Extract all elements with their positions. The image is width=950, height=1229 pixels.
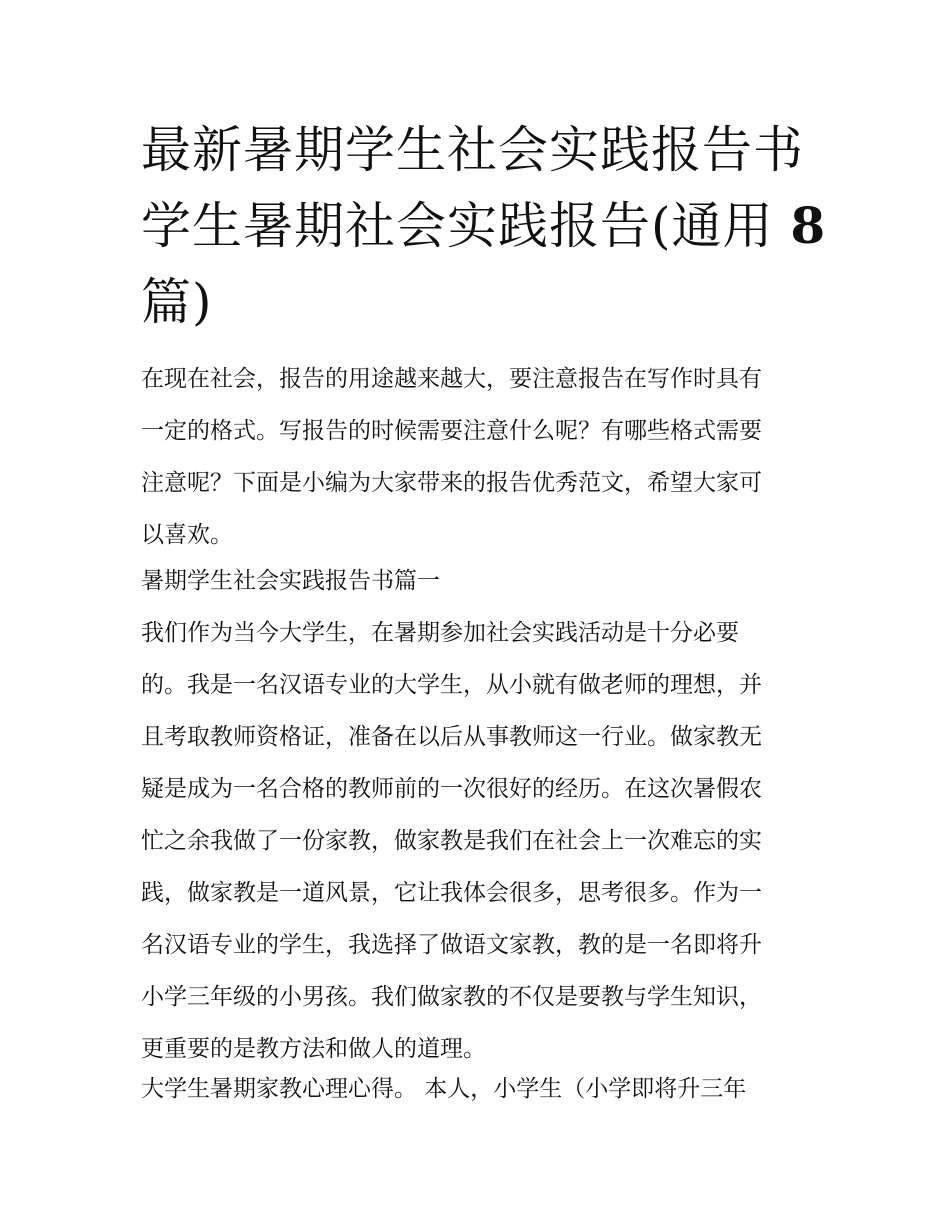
intro-paragraph bbox=[141, 353, 816, 561]
section-heading-text: 暑期学生社会实践报告书篇一 bbox=[141, 568, 440, 594]
paragraph-line: 名汉语专业的学生，我选择了做语文家教，教的是一名即将升 bbox=[141, 932, 762, 958]
title-line bbox=[141, 188, 827, 264]
paragraph-line: 小学三年级的小男孩。我们做家教的不仅是要教与学生知识， bbox=[141, 984, 762, 1010]
document-title bbox=[141, 112, 827, 340]
body-paragraph bbox=[141, 607, 816, 1075]
title-line-text: 学生暑期社会实践报告(通用 bbox=[141, 197, 774, 255]
paragraph-line: 忙之余我做了一份家教，做家教是我们在社会上一次难忘的实 bbox=[141, 828, 762, 854]
paragraph-line: 践，做家教是一道风景，它让我体会很多，思考很多。作为一 bbox=[141, 880, 762, 906]
title-line: 最新暑期学生社会实践报告书 bbox=[141, 121, 804, 179]
paragraph-line: 更重要的是教方法和做人的道理。 bbox=[141, 1036, 486, 1062]
paragraph-line: 疑是成为一名合格的教师前的一次很好的经历。在这次暑假农 bbox=[141, 776, 762, 802]
paragraph-line: 我们作为当今大学生，在暑期参加社会实践活动是十分必要 bbox=[141, 620, 739, 646]
paragraph-line: 大学生暑期家教心理心得。 本人，小学生（小学即将升三年 bbox=[141, 1076, 747, 1102]
paragraph-line: 的。我是一名汉语专业的大学生，从小就有做老师的理想，并 bbox=[141, 672, 762, 698]
intro-line: 在现在社会，报告的用途越来越大，要注意报告在写作时具有 bbox=[141, 366, 762, 392]
title-number: 8 bbox=[790, 196, 827, 255]
intro-line: 注意呢？下面是小编为大家带来的报告优秀范文，希望大家可 bbox=[141, 470, 762, 496]
section-heading bbox=[141, 555, 816, 607]
paragraph-line: 且考取教师资格证，准备在以后从事教师这一行业。做家教无 bbox=[141, 724, 762, 750]
intro-line: 以喜欢。 bbox=[141, 522, 233, 548]
title-line: 篇) bbox=[141, 273, 213, 331]
next-paragraph bbox=[141, 1063, 816, 1115]
intro-line: 一定的格式。写报告的时候需要注意什么呢？有哪些格式需要 bbox=[141, 418, 762, 444]
